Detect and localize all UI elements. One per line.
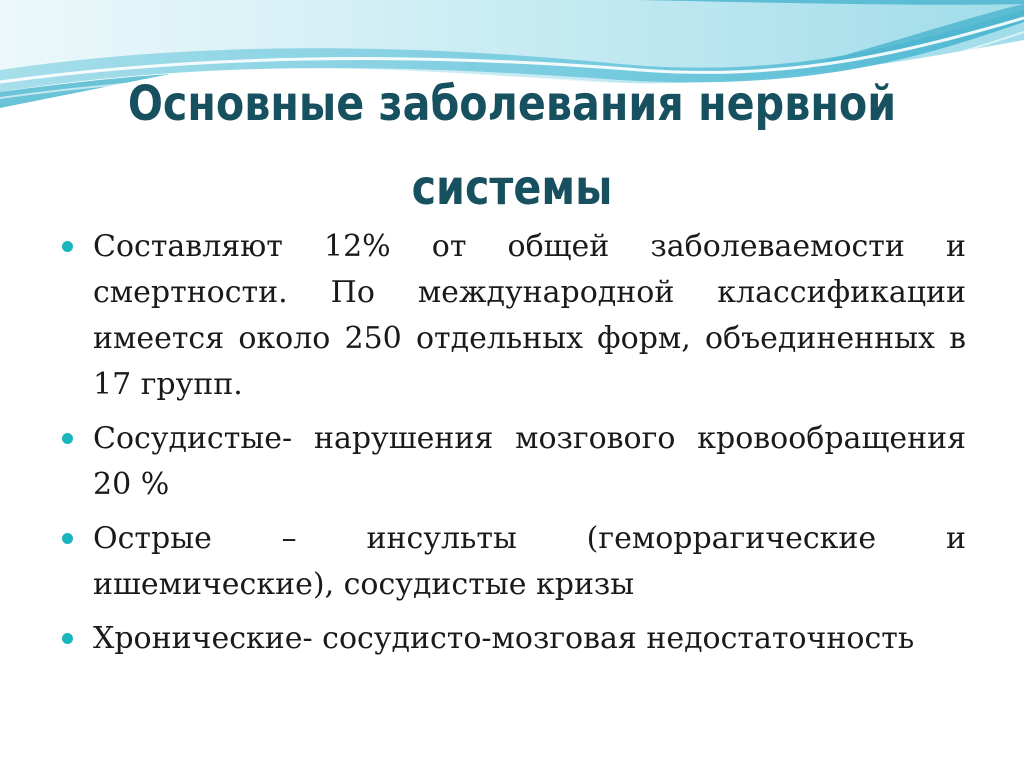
list-item-text: Составляют 12% от общей заболеваемости и смертности. По международной классификации имеется около 250 отдельных форм, объединенных в 17 групп. bbox=[93, 229, 966, 402]
bullet-icon bbox=[62, 633, 73, 644]
bullet-icon bbox=[62, 241, 73, 252]
list-item bbox=[60, 224, 966, 408]
bullet-icon bbox=[62, 533, 73, 544]
slide-title: Основные заболевания нервной системы bbox=[127, 76, 897, 216]
bullet-icon bbox=[62, 433, 73, 444]
list-item bbox=[60, 516, 966, 608]
list-item-text: Хронические- сосудисто-мозговая недостаточность bbox=[93, 621, 915, 656]
list-item bbox=[60, 416, 966, 508]
bullet-list bbox=[60, 224, 966, 670]
list-item-text: Острые – инсульты (геморрагические и ишемические), сосудистые кризы bbox=[93, 521, 966, 602]
list-item-text: Сосудистые- нарушения мозгового кровообращения 20 % bbox=[93, 421, 966, 502]
list-item bbox=[60, 616, 966, 662]
